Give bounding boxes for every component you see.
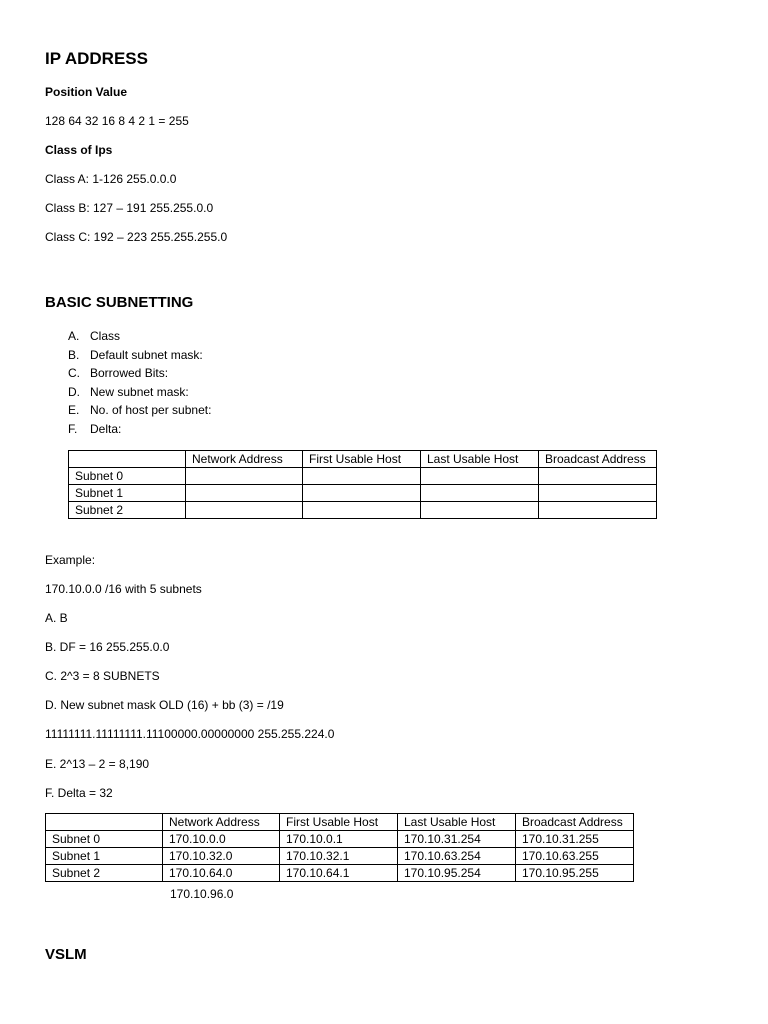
table-header-cell: Network Address [186, 451, 303, 468]
class-of-ips-label: Class of Ips [45, 143, 113, 157]
table-header-row [46, 814, 634, 831]
table-cell: Subnet 2 [69, 502, 186, 519]
table-cell [69, 451, 186, 468]
next-network-address: 170.10.96.0 [170, 887, 234, 901]
table-cell [539, 485, 657, 502]
example-line: E. 2^13 – 2 = 8,190 [45, 757, 150, 771]
table-cell [421, 502, 539, 519]
position-value-label: Position Value [45, 85, 128, 99]
list-letter: E. [68, 403, 80, 418]
list-letter: B. [68, 347, 80, 362]
example-label: Example: [45, 553, 96, 567]
table-cell [186, 502, 303, 519]
table-row [69, 468, 657, 485]
table-row [69, 502, 657, 519]
example-line: 170.10.0.0 /16 with 5 subnets [45, 582, 202, 596]
heading-ip-address: IP ADDRESS [45, 49, 148, 68]
table-cell: 170.10.95.255 [516, 865, 634, 882]
list-letter: F. [68, 421, 78, 436]
table-cell: Subnet 2 [46, 865, 163, 882]
table-cell [46, 814, 163, 831]
example-line: B. DF = 16 255.255.0.0 [45, 640, 170, 654]
table-cell: Subnet 1 [69, 485, 186, 502]
table-header-cell: First Usable Host [303, 451, 421, 468]
table-cell: 170.10.63.255 [516, 848, 634, 865]
table-cell: 170.10.31.254 [398, 831, 516, 848]
table-cell: Subnet 0 [46, 831, 163, 848]
table-header-cell: Last Usable Host [398, 814, 516, 831]
table-header-cell: Broadcast Address [516, 814, 634, 831]
table-cell [539, 468, 657, 485]
table-cell [303, 468, 421, 485]
list-text: Borrowed Bits: [90, 366, 169, 381]
subnetting-steps-list [68, 327, 211, 439]
table-cell: 170.10.0.0 [163, 831, 280, 848]
table-header-cell: Network Address [163, 814, 280, 831]
table-row [46, 848, 634, 865]
table-cell [303, 485, 421, 502]
list-item [68, 383, 211, 402]
example-line: F. Delta = 32 [45, 786, 113, 800]
list-item [68, 346, 211, 365]
list-item [68, 364, 211, 383]
table-cell [421, 485, 539, 502]
list-item [68, 420, 211, 439]
table-cell: Subnet 0 [69, 468, 186, 485]
class-c-text: Class C: 192 – 223 255.255.255.0 [45, 230, 228, 244]
table-cell: 170.10.32.1 [280, 848, 398, 865]
example-line: 11111111.11111111.11100000.00000000 255.255.224.0 [45, 727, 335, 741]
table-cell [421, 468, 539, 485]
class-b-text: Class B: 127 – 191 255.255.0.0 [45, 201, 214, 215]
class-a-text: Class A: 1-126 255.0.0.0 [45, 172, 177, 186]
table-row [46, 865, 634, 882]
list-text: Delta: [90, 421, 122, 436]
table-cell: 170.10.64.0 [163, 865, 280, 882]
table-header-cell: First Usable Host [280, 814, 398, 831]
table-cell [539, 502, 657, 519]
example-line: D. New subnet mask OLD (16) + bb (3) = /19 [45, 698, 284, 712]
table-row [46, 831, 634, 848]
table-header-cell: Last Usable Host [421, 451, 539, 468]
table-cell [186, 468, 303, 485]
table-row [69, 485, 657, 502]
example-line: A. B [45, 611, 68, 625]
table-cell [303, 502, 421, 519]
table-header-cell: Broadcast Address [539, 451, 657, 468]
example-line: C. 2^3 = 8 SUBNETS [45, 669, 160, 683]
list-text: No. of host per subnet: [90, 403, 212, 418]
list-letter: C. [68, 366, 80, 381]
table-cell: 170.10.64.1 [280, 865, 398, 882]
list-letter: A. [68, 329, 80, 343]
table-cell: 170.10.63.254 [398, 848, 516, 865]
list-text: Default subnet mask: [90, 347, 203, 362]
table-cell: 170.10.32.0 [163, 848, 280, 865]
list-item [68, 327, 211, 346]
heading-vslm: VSLM [45, 946, 87, 963]
list-text: New subnet mask: [90, 384, 189, 399]
position-value-text: 128 64 32 16 8 4 2 1 = 255 [45, 114, 189, 128]
list-item [68, 401, 211, 420]
table-cell: Subnet 1 [46, 848, 163, 865]
table-header-row [69, 451, 657, 468]
list-text: Class [90, 329, 121, 343]
subnet-template-table [68, 450, 657, 519]
heading-basic-subnetting: BASIC SUBNETTING [45, 294, 194, 311]
table-cell [186, 485, 303, 502]
table-cell: 170.10.31.255 [516, 831, 634, 848]
list-letter: D. [68, 384, 80, 399]
table-cell: 170.10.0.1 [280, 831, 398, 848]
table-cell: 170.10.95.254 [398, 865, 516, 882]
example-subnet-table [45, 813, 634, 882]
